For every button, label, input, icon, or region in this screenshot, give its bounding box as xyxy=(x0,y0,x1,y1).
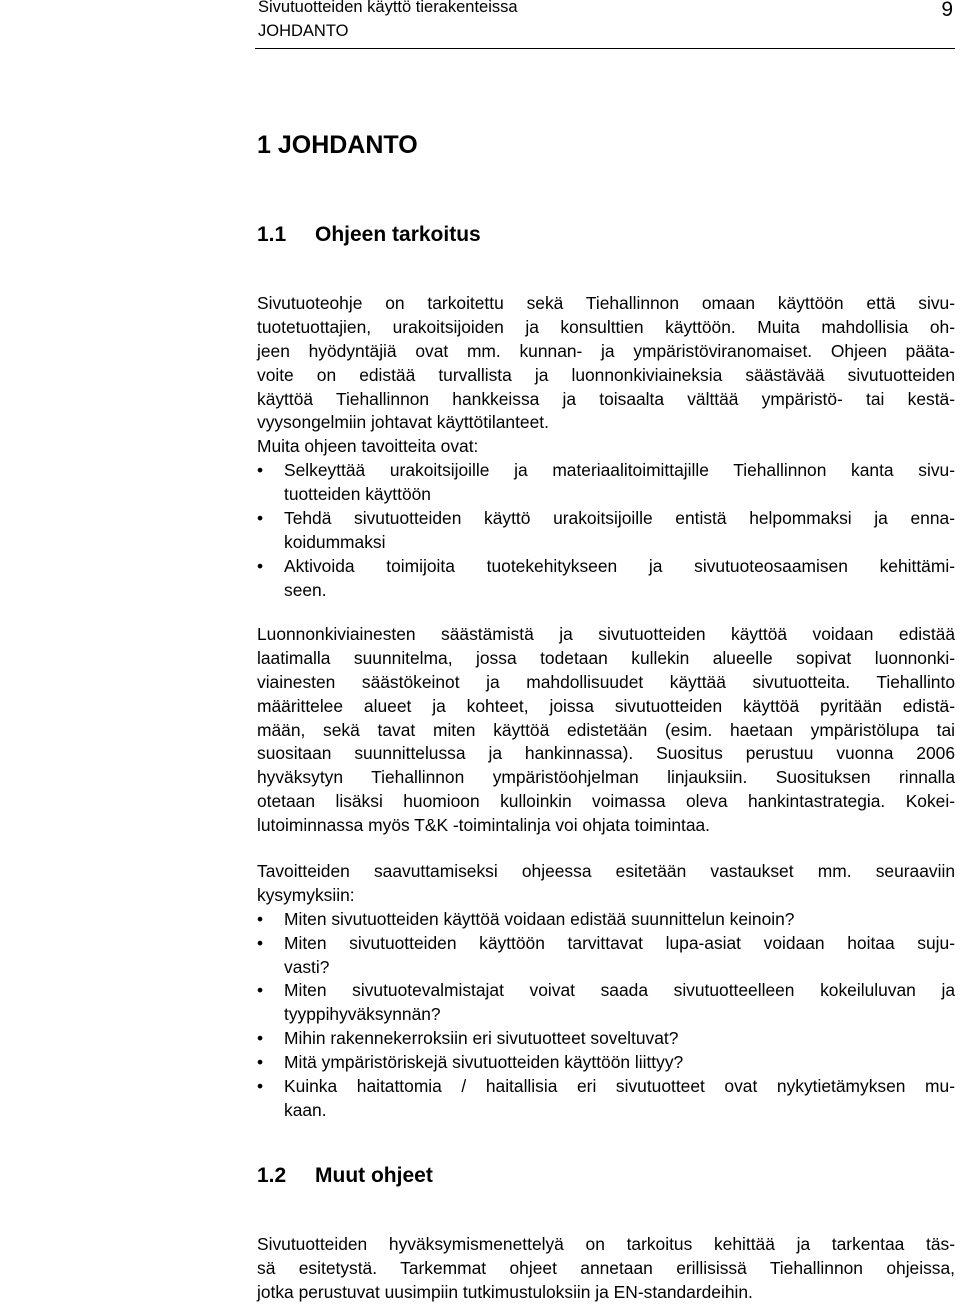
bullet-icon: • xyxy=(257,1076,264,1097)
section-heading-1-1 xyxy=(257,222,481,248)
paragraph-planning xyxy=(257,623,955,838)
text-line: Miten sivutuotteiden käyttöä voidaan edistää suunnittelun keinoin? xyxy=(284,908,795,929)
bullet-icon: • xyxy=(257,1028,264,1049)
text-line: Aktivoida toimijoita tuotekehitykseen ja sivutuoteosaamisen kehittämi- xyxy=(284,555,955,576)
text-line: käyttöä Tiehallinnon hankkeissa ja toisaalta välttää ympäristö- tai kestä- xyxy=(257,388,955,409)
text-line: hyväksytyn Tiehallinnon ympäristöohjelman linjauksiin. Suosituksen rinnalla xyxy=(257,767,955,788)
bullet-icon: • xyxy=(257,555,264,576)
text-line: viainesten säästökeinot ja mahdollisuudet käyttää sivutuotteita. Tiehallinto xyxy=(257,671,955,692)
bullet-icon: • xyxy=(257,908,264,929)
bullet-icon: • xyxy=(257,460,264,481)
text-line: voite on edistää turvallista ja luonnonkiviaineksia säästävää sivutuotteiden xyxy=(257,364,955,385)
chapter-heading: 1 JOHDANTO xyxy=(257,131,418,159)
goals-intro: Muita ohjeen tavoitteita ovat: xyxy=(257,436,479,457)
text-line: määrittelee alueet ja kohteet, joissa sivutuotteiden käyttöä pyritään edistä- xyxy=(257,695,955,716)
text-line: lutoiminnassa myös T&K -toimintalinja voi ohjata toimintaa. xyxy=(257,815,711,836)
bullet-icon: • xyxy=(257,980,264,1001)
text-line: Tavoitteiden saavuttamiseksi ohjeessa esitetään vastaukset mm. seuraaviin xyxy=(257,861,955,881)
list-item xyxy=(257,555,955,603)
list-item xyxy=(257,1075,955,1123)
text-line: Miten sivutuotevalmistajat voivat saada sivutuotteelleen kokeiluluvan ja xyxy=(284,980,955,1001)
questions-list xyxy=(257,908,955,1123)
text-line: Sivutuoteohje on tarkoitettu sekä Tiehallinnon omaan käyttöön että sivu- xyxy=(257,293,955,313)
section-heading-1-2 xyxy=(257,1163,433,1189)
header-section: JOHDANTO xyxy=(258,22,349,40)
bullet-icon: • xyxy=(257,1052,264,1073)
text-line: suositaan suunnittelussa ja hankinnassa). Suositus perustuu vuonna 2006 xyxy=(257,743,955,764)
page-number: 9 xyxy=(941,0,953,21)
text-line: otetaan lisäksi huomioon kulloinkin voimassa oleva hankintastrategia. Kokei- xyxy=(257,791,955,812)
text-line: tyyppihyväksynnän? xyxy=(284,1004,441,1025)
section-number: 1.2 xyxy=(257,1164,287,1187)
text-line: Mitä ympäristöriskejä sivutuotteiden käyttöön liittyy? xyxy=(284,1052,684,1073)
section-title: Ohjeen tarkoitus xyxy=(315,223,481,246)
goals-list xyxy=(257,459,955,602)
text-line: mään, sekä tavat miten käyttöä edistetään (esim. haetaan ympäristölupa tai xyxy=(257,719,955,740)
section-number: 1.1 xyxy=(257,223,287,246)
paragraph-purpose xyxy=(257,292,955,603)
text-line: vasti? xyxy=(284,956,330,977)
text-line: Selkeyttää urakoitsijoille ja materiaalitoimittajille Tiehallinnon kanta sivu- xyxy=(284,460,955,481)
list-item xyxy=(257,459,955,507)
text-line: jeen hyödyntäjiä ovat mm. kunnan- ja ympäristöviranomaiset. Ohjeen pääta- xyxy=(257,340,955,361)
text-line: koidummaksi xyxy=(284,531,386,552)
paragraph-questions xyxy=(257,860,955,1123)
list-item xyxy=(257,507,955,555)
text-line: sä esitetystä. Tarkemmat ohjeet annetaan erillisissä Tiehallinnon ohjeissa, xyxy=(257,1257,955,1278)
list-item xyxy=(257,908,955,932)
list-item xyxy=(257,1027,955,1051)
text-line: tuotteiden käyttöön xyxy=(284,484,431,505)
text-line: Kuinka haitattomia / haitallisia eri sivutuotteet ovat nykytietämyksen mu- xyxy=(284,1076,955,1097)
text-line: kysymyksiin: xyxy=(257,884,355,905)
bullet-icon: • xyxy=(257,932,264,953)
list-item xyxy=(257,932,955,980)
text-line: jotka perustuvat uusimpiin tutkimustuloksiin ja EN-standardeihin. xyxy=(257,1281,753,1302)
text-line: Mihin rakennekerroksiin eri sivutuotteet soveltuvat? xyxy=(284,1028,679,1049)
header-title: Sivutuotteiden käyttö tierakenteissa xyxy=(258,0,518,16)
text-line: vyysongelmiin johtavat käyttötilanteet. xyxy=(257,412,549,433)
paragraph-other-guides xyxy=(257,1233,955,1305)
text-line: Sivutuotteiden hyväksymismenettelyä on tarkoitus kehittää ja tarkentaa täs- xyxy=(257,1234,955,1254)
section-title: Muut ohjeet xyxy=(315,1164,433,1187)
text-line: tuotetuottajien, urakoitsijoiden ja konsulttien käyttöön. Muita mahdollisia oh- xyxy=(257,316,955,337)
list-item xyxy=(257,979,955,1027)
text-line: Luonnonkiviainesten säästämistä ja sivutuotteiden käyttöä voidaan edistää xyxy=(257,624,955,644)
text-line: seen. xyxy=(284,579,327,600)
text-line: laatimalla suunnitelma, jossa todetaan kullekin alueelle sopivat luonnonki- xyxy=(257,647,955,668)
text-line: Tehdä sivutuotteiden käyttö urakoitsijoille entistä helpommaksi ja enna- xyxy=(284,508,955,529)
running-header xyxy=(255,0,955,49)
bullet-icon: • xyxy=(257,508,264,529)
text-line: Miten sivutuotteiden käyttöön tarvittavat lupa-asiat voidaan hoitaa suju- xyxy=(284,932,955,953)
list-item xyxy=(257,1051,955,1075)
text-line: kaan. xyxy=(284,1099,327,1120)
